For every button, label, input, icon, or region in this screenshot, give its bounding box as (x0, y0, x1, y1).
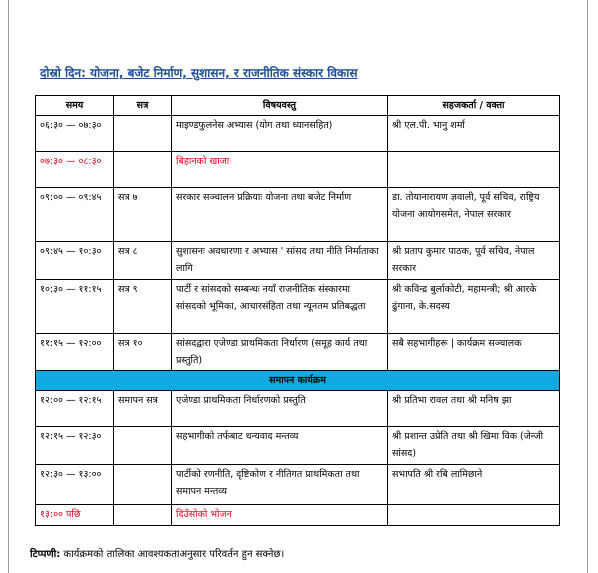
topic-cell: सुशासनः अवधारणा र अभ्यास ' सांसद तथा नीति निर्माताका लागि (172, 242, 388, 280)
table-row (36, 152, 560, 188)
table-row (36, 242, 560, 280)
speaker-cell: श्री एल.पी. भानु शर्मा (388, 116, 560, 152)
speaker-cell (388, 152, 560, 188)
time-cell: ०७:३० — ०८:३० (36, 152, 114, 188)
closing-banner-row (36, 371, 560, 391)
time-cell: १३:०० पछि (36, 505, 114, 526)
topic-cell: सहभागीको तर्फबाट धन्यवाद मन्तव्य (172, 427, 388, 465)
time-cell: १२:०० — १२:१५ (36, 391, 114, 427)
header-row (36, 96, 560, 116)
footnote (30, 546, 284, 560)
closing-banner: समापन कार्यक्रम (36, 371, 560, 391)
speaker-cell: श्री प्रतिभा रावल तथा श्री मनिष झा (388, 391, 560, 427)
topic-cell: दिउँसोको भोजन (172, 505, 388, 526)
table-row (36, 116, 560, 152)
table-row (36, 334, 560, 371)
time-cell: १२:३० — १३:०० (36, 465, 114, 505)
session-cell: सत्र ८ (114, 242, 172, 280)
topic-cell: बिहानको खाजा (172, 152, 388, 188)
topic-cell: एजेण्डा प्राथमिकता निर्धारणको प्रस्तुति (172, 391, 388, 427)
topic-cell: माइण्डफुलनेस अभ्यास (योग तथा ध्यानसहित) (172, 116, 388, 152)
topic-cell: सांसदद्वारा एजेण्डा प्राथमिकता निर्धारण (समूह कार्य तथा प्रस्तुति) (172, 334, 388, 371)
session-cell (114, 465, 172, 505)
time-cell: ११:१५ — १२:०० (36, 334, 114, 371)
footnote-text: कार्यक्रमको तालिका आवश्यकताअनुसार परिवर्तन हुन सक्नेछ। (60, 549, 285, 560)
time-cell: १०:३० — ११:१५ (36, 280, 114, 334)
session-cell (114, 152, 172, 188)
session-cell: सत्र १० (114, 334, 172, 371)
time-cell: १२:१५ — १२:३० (36, 427, 114, 465)
header-time: समय (36, 96, 114, 116)
topic-cell: सरकार सञ्चालन प्रक्रियाः योजना तथा बजेट निर्माण (172, 188, 388, 242)
session-cell: समापन सत्र (114, 391, 172, 427)
session-cell (114, 505, 172, 526)
speaker-cell: सबै सहभागीहरू | कार्यक्रम सञ्चालक (388, 334, 560, 371)
page-heading: दोस्रो दिन: योजना, बजेट निर्माण, सुशासन, र राजनीतिक संस्कार विकास (40, 66, 358, 80)
speaker-cell: श्री प्रताप कुमार पाठक, पूर्व सचिव, नेपाल सरकार (388, 242, 560, 280)
topic-cell: पार्टीको रणनीति, दृष्टिकोण र नीतिगत प्राथमिकता तथा समापन मन्तव्य (172, 465, 388, 505)
topic-cell: पार्टी र सांसदको सम्बन्धः नयाँ राजनीतिक संस्कारमा सांसदको भूमिका, आचारसंहिता तथा न्यूनतम प्रतिबद्धता (172, 280, 388, 334)
table-row (36, 188, 560, 242)
time-cell: ०६:३० — ०७:३० (36, 116, 114, 152)
footnote-label: टिप्पणी: (30, 549, 61, 560)
header-topic: विषयवस्तु (172, 96, 388, 116)
speaker-cell (388, 505, 560, 526)
session-cell: सत्र ७ (114, 188, 172, 242)
speaker-cell: सभापति श्री रबि लामिछाने (388, 465, 560, 505)
session-cell: सत्र ९ (114, 280, 172, 334)
table-row (36, 280, 560, 334)
speaker-cell: डा. तोयानारायण ज्ञवाली, पूर्व सचिव, राष्ट्रिय योजना आयोगसमेत, नेपाल सरकार (388, 188, 560, 242)
speaker-cell: श्री कविन्द्र बुर्लाकोटी, महामन्त्री; श्री आरके ढुंगाना, के.सदस्य (388, 280, 560, 334)
speaker-cell: श्री प्रशान्त उप्रेति तथा श्री खिमा विक (जेन्जी सांसद) (388, 427, 560, 465)
time-cell: ०९:०० — ०९:४५ (36, 188, 114, 242)
header-speaker: सहजकर्ता / वक्ता (388, 96, 560, 116)
session-cell (114, 427, 172, 465)
schedule-table (35, 95, 560, 526)
session-cell (114, 116, 172, 152)
table-row (36, 391, 560, 427)
table-row (36, 505, 560, 526)
table-row (36, 427, 560, 465)
time-cell: ०९:४५ — १०:३० (36, 242, 114, 280)
header-session: सत्र (114, 96, 172, 116)
table-row (36, 465, 560, 505)
